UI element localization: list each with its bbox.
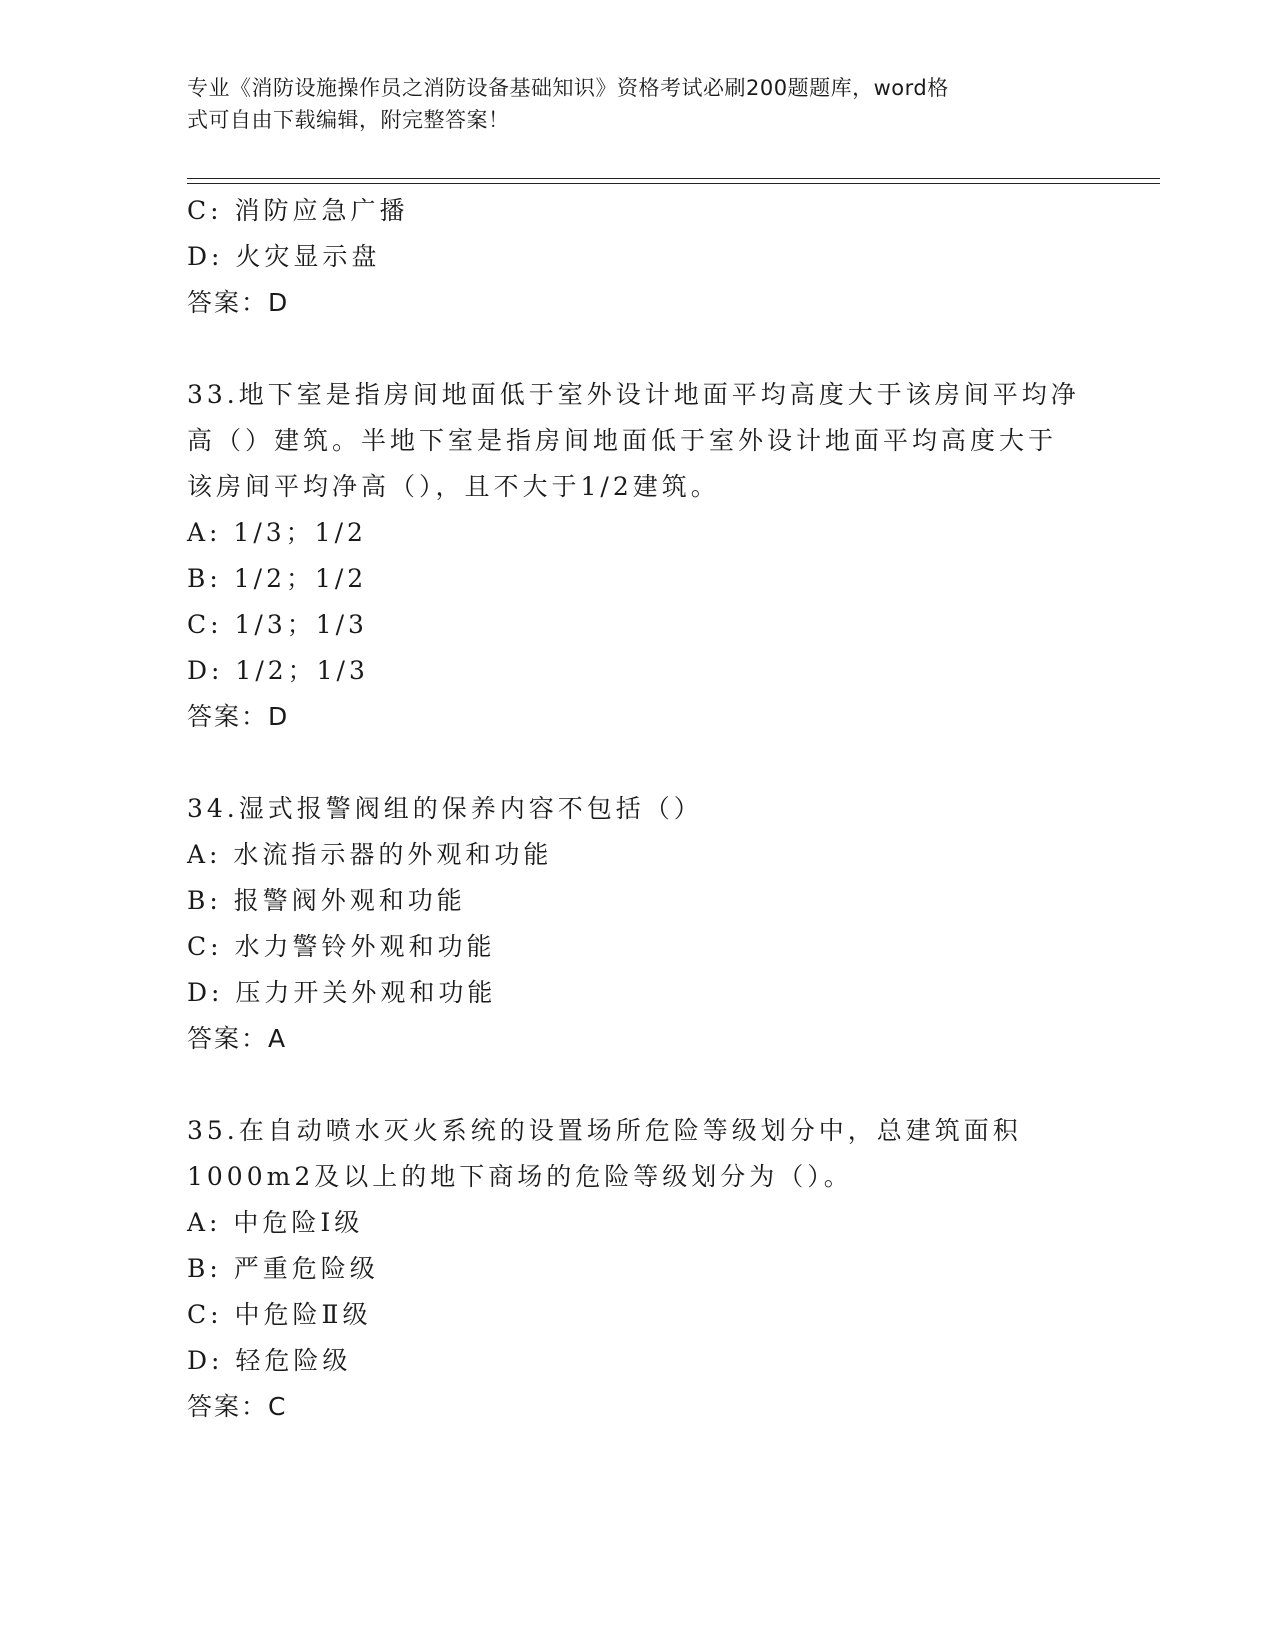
q34-option-b: B: 报警阀外观和功能 [187, 886, 466, 915]
header-divider-bottom [187, 183, 1160, 184]
prev-option-c: C: 消防应急广播 [187, 196, 409, 225]
q35-answer: 答案：C [187, 1392, 288, 1421]
q35-option-d: D: 轻危险级 [187, 1346, 352, 1375]
header-line-2: 式可自由下载编辑，附完整答案！ [187, 108, 510, 132]
header-divider-top [187, 178, 1160, 179]
q35-text-line-2: 1000m2及以上的地下商场的危险等级划分为（）。 [187, 1162, 853, 1191]
q34-option-c: C: 水力警铃外观和功能 [187, 932, 496, 961]
q35-text-line-1: 35.在自动喷水灭火系统的设置场所危险等级划分中，总建筑面积 [187, 1116, 1022, 1145]
q34-option-a: A: 水流指示器的外观和功能 [187, 840, 553, 869]
q33-answer: 答案：D [187, 702, 290, 731]
q33-option-b: B: 1/2；1/2 [187, 564, 368, 593]
q34-text-line-1: 34.湿式报警阀组的保养内容不包括（） [187, 794, 703, 823]
q33-option-d: D: 1/2；1/3 [187, 656, 369, 685]
prev-answer: 答案：D [187, 288, 290, 317]
q34-answer: 答案：A [187, 1024, 288, 1053]
document-header [187, 72, 1077, 136]
q33-text-line-2: 高（）建筑。半地下室是指房间地面低于室外设计地面平均高度大于 [187, 426, 1058, 455]
q34-option-d: D: 压力开关外观和功能 [187, 978, 497, 1007]
q33-text-line-3: 该房间平均净高（），且不大于1/2建筑。 [187, 472, 720, 501]
prev-option-d: D: 火灾显示盘 [187, 242, 381, 271]
spacer [187, 326, 1087, 372]
q33-option-c: C: 1/3；1/3 [187, 610, 368, 639]
q35-option-b: B: 严重危险级 [187, 1254, 379, 1283]
header-line-1: 专业《消防设施操作员之消防设备基础知识》资格考试必刷200题题库，word格 [187, 76, 949, 100]
q35-option-a: A: 中危险Ⅰ级 [187, 1208, 364, 1237]
spacer [187, 1062, 1087, 1108]
q33-text-line-1: 33.地下室是指房间地面低于室外设计地面平均高度大于该房间平均净 [187, 380, 1080, 409]
spacer [187, 740, 1087, 786]
q33-option-a: A: 1/3；1/2 [187, 518, 367, 547]
document-body [187, 188, 1087, 1430]
q35-option-c: C: 中危险Ⅱ级 [187, 1300, 372, 1329]
